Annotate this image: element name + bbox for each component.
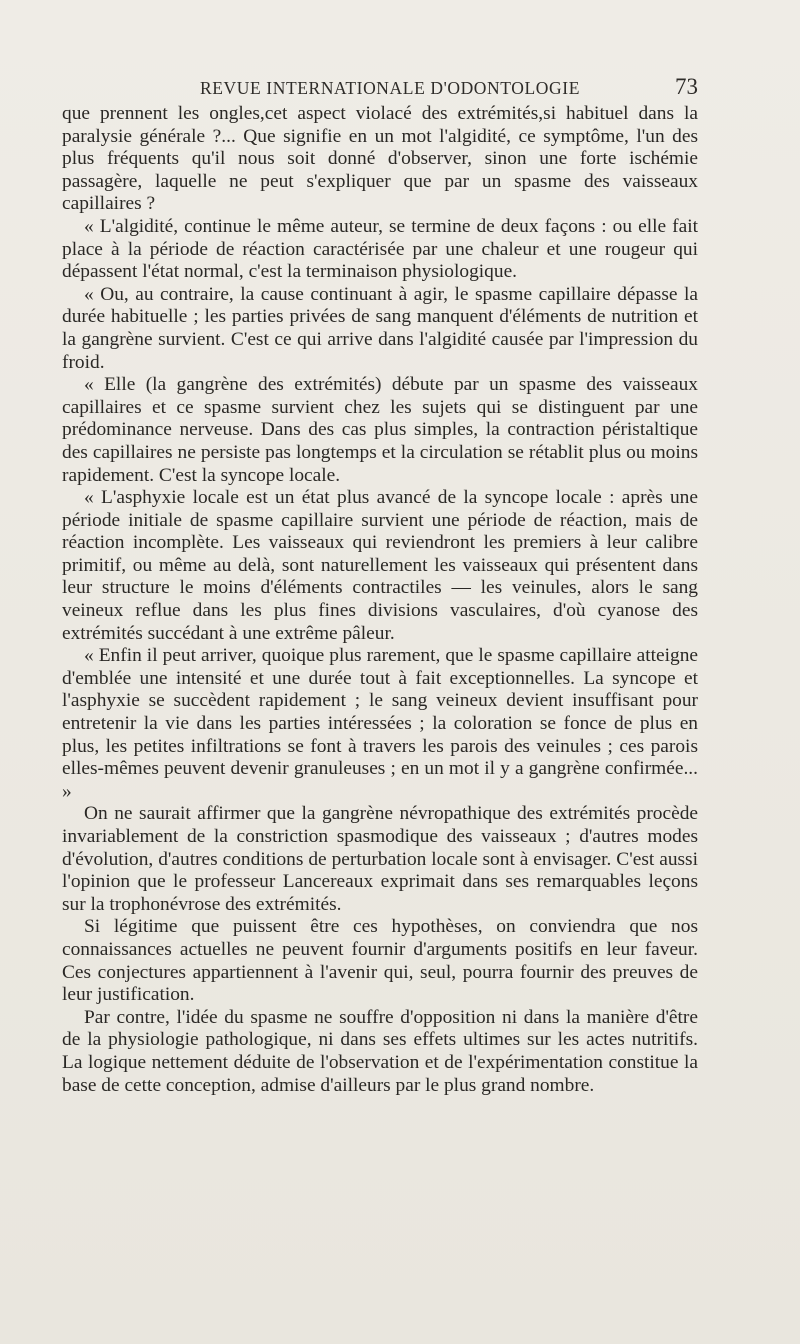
paragraph: Si légitime que puissent être ces hypothèses, on conviendra que nos connaissances actuelles ne peuvent fournir d'arguments positifs en leur faveur. Ces conjectures appartiennent à l'avenir qui, seul, pourra fournir des preuves de leur justification. <box>62 916 698 1006</box>
paragraph: « Ou, au contraire, la cause continuant à agir, le spasme capillaire dépasse la durée habituelle ; les parties privées de sang manquent d'éléments de nutrition et la gangrène survient. C'est ce qui arrive dans l'algidité causée par l'impression du froid. <box>62 283 698 373</box>
paragraph: « L'asphyxie locale est un état plus avancé de la syncope locale : après une période initiale de spasme capillaire survient une période de réaction, mais de réaction incomplète. Les vaisseaux qui reviendront les premiers à leur calibre primitif, ou même au delà, sont naturellement les vaisseaux qui présentent dans leur structure le moins d'éléments contractiles — les veinules, alors le sang veineux reflue dans les plus fines divisions vasculaires, d'où cyanose des extrémités succédant à une extrême pâleur. <box>62 487 698 644</box>
paragraph: On ne saurait affirmer que la gangrène névropathique des extrémités procède invariablement de la constriction spasmodique des vaisseaux ; d'autres modes d'évolution, d'autres conditions de perturbation locale sont à envisager. C'est aussi l'opinion que le professeur Lancereaux exprimait dans ses remarquables leçons sur la trophonévrose des extrémités. <box>62 803 698 915</box>
page-header <box>62 74 698 104</box>
page-number: 73 <box>675 74 698 99</box>
paragraph: « L'algidité, continue le même auteur, se termine de deux façons : ou elle fait place à la période de réaction caractérisée par une chaleur et une rougeur qui dépassent l'état normal, c'est la terminaison physiologique. <box>62 215 698 283</box>
body-text <box>62 103 698 1097</box>
paragraph: « Elle (la gangrène des extrémités) débute par un spasme des vaisseaux capillaires et ce spasme survient chez les sujets qui se distinguent par une prédominance nerveuse. Dans des cas plus simples, la contraction péristaltique des capillaires ne persiste pas longtemps et la circulation se rétablit plus ou moins rapidement. C'est la syncope locale. <box>62 374 698 486</box>
paragraph: Par contre, l'idée du spasme ne souffre d'opposition ni dans la manière d'être de la physiologie pathologique, ni dans ses effets ultimes sur les actes nutritifs. La logique nettement déduite de l'observation et de l'expérimentation constitue la base de cette conception, admise d'ailleurs par le plus grand nombre. <box>62 1006 698 1096</box>
paragraph: « Enfin il peut arriver, quoique plus rarement, que le spasme capillaire atteigne d'emblée une intensité et une durée tout à fait exceptionnelles. La syncope et l'asphyxie se succèdent rapidement ; le sang veineux devient insuffisant pour entretenir la vie dans les parties intéressées ; la coloration se fonce de plus en plus, les petites infiltrations se font à travers les parois des veinules ; ces parois elles-mêmes peuvent devenir granuleuses ; en un mot il y a gangrène confirmée... » <box>62 645 698 802</box>
paragraph: que prennent les ongles,cet aspect violacé des extrémités,si habituel dans la paralysie générale ?... Que signifie en un mot l'algidité, ce symptôme, l'un des plus fréquents qu'il nous soit donné d'observer, sinon une forte ischémie passagère, laquelle ne peut s'expliquer que par un spasme des vaisseaux capillaires ? <box>62 103 698 215</box>
running-title: REVUE INTERNATIONALE D'ODONTOLOGIE <box>200 78 580 98</box>
